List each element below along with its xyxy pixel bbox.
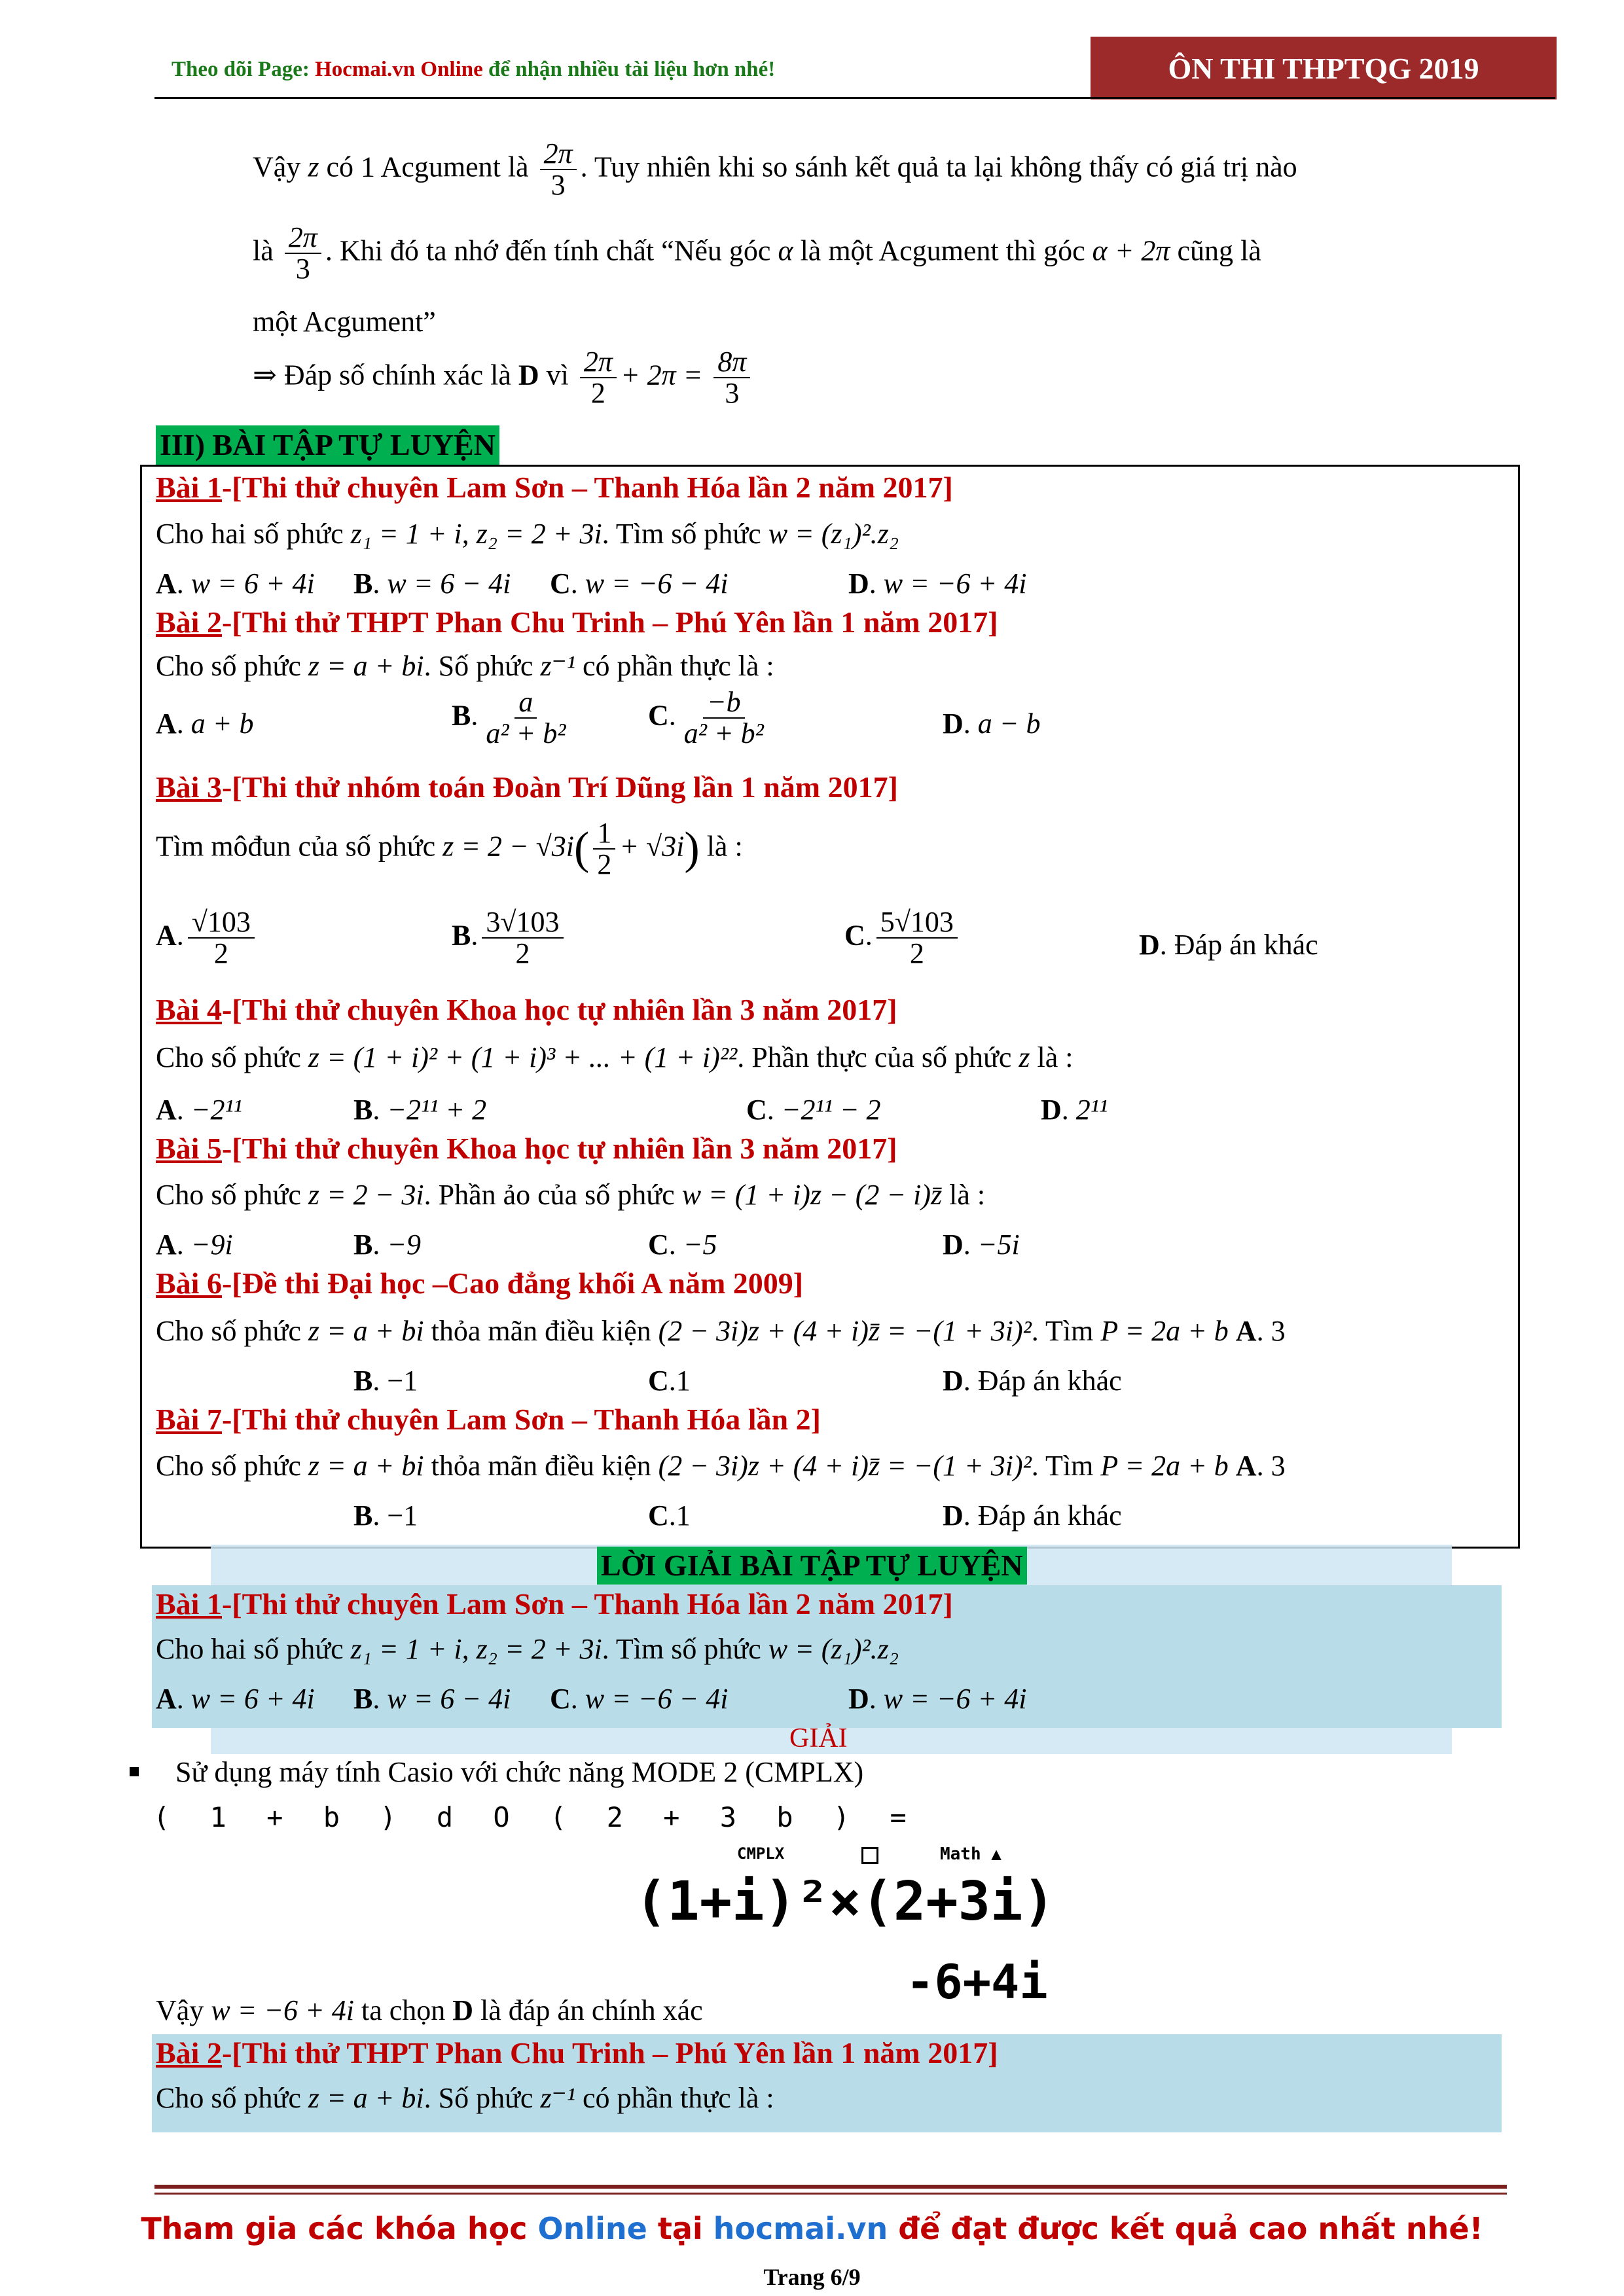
exercise-1-title: Bài 1-[Thi thử chuyên Lam Sơn – Thanh Hóa lần 2 năm 2017] [156, 471, 953, 504]
fraction: $\frac{2\pi}{3}$ [285, 223, 321, 284]
intro-line-3: một Acgument” [253, 306, 436, 338]
exercise-1-option-a: A. w = 6 + 4i [156, 567, 315, 600]
exercise-7-title: Bài 7-[Thi thử chuyên Lam Sơn – Thanh Hóa lần 2] [156, 1403, 821, 1436]
solution-1-option-c: C. w = −6 − 4i [550, 1683, 729, 1715]
exercise-3-option-a: A. $\frac{√103}{2}$ [156, 907, 259, 969]
page-number: Trang 6/9 [763, 2264, 861, 2290]
exercise-5-question: Cho số phức z = 2 − 3i. Phần ảo của số phức w = (1 + i)z − (2 − i)z̄ là : [156, 1179, 986, 1211]
exercise-7-option-d: D. Đáp án khác [943, 1499, 1122, 1532]
exercise-3-question: Tìm môđun của số phức z = 2 − √3i( $\frac{1}{2}$ + √3i) là : [156, 817, 743, 881]
lcd-expression: (1+i)²×(2+3i) [635, 1871, 1055, 1933]
solutions-title: LỜI GIẢI BÀI TẬP TỰ LUYỆN [597, 1547, 1027, 1585]
exercise-3-option-c: C. $\frac{5√103}{2}$ [844, 907, 962, 969]
solution-2-title: Bài 2-[Thi thử THPT Phan Chu Trinh – Phú Yên lần 1 năm 2017] [156, 2036, 998, 2070]
exercise-1-question: Cho hai số phức z₁ = 1 + i, z₂ = 2 + 3i. Tìm số phức w = (z₁)².z₂ [156, 518, 899, 550]
exercise-5-option-c: C. −5 [648, 1229, 717, 1261]
exercise-3-title: Bài 3-[Thi thử nhóm toán Đoàn Trí Dũng lần 1 năm 2017] [156, 770, 898, 804]
solution-heading: GIẢI [789, 1723, 848, 1753]
exercise-1-option-c: C. w = −6 − 4i [550, 567, 729, 600]
exercise-7-option-c: C.1 [648, 1499, 691, 1532]
exercise-4-option-b: B. −2¹¹ + 2 [353, 1094, 487, 1126]
solution-conclusion: Vậy w = −6 + 4i ta chọn D là đáp án chính xác [156, 1994, 703, 2026]
fraction: $\frac{2\pi}{3}$ [540, 139, 577, 200]
fraction: $\frac{2\pi}{2}$ [580, 347, 617, 408]
exercise-5-title: Bài 5-[Thi thử chuyên Khoa học tự nhiên lần 3 năm 2017] [156, 1132, 897, 1165]
lcd-result: -6+4i [906, 1954, 1048, 2009]
exercise-5-option-a: A. −9i [156, 1229, 233, 1261]
fraction: $\frac{8\pi}{3}$ [713, 347, 750, 408]
exercise-4-option-c: C. −2¹¹ − 2 [746, 1094, 881, 1126]
solution-1-question: Cho hai số phức z₁ = 1 + i, z₂ = 2 + 3i. Tìm số phức w = (z₁)².z₂ [156, 1633, 899, 1665]
solution-2-question: Cho số phức z = a + bi. Số phức z⁻¹ có phần thực là : [156, 2082, 774, 2114]
exercise-1-option-b: B. w = 6 − 4i [353, 567, 511, 600]
footer-promo: Tham gia các khóa học Online tại hocmai.vn để đạt được kết quả cao nhất nhé! [141, 2211, 1483, 2246]
exercise-2-option-c: C. $\frac{-b}{\text{a² + b²}}$ [648, 686, 764, 750]
intro-line-2: là $\frac{2\pi}{3}$ . Khi đó ta nhớ đến tính chất “Nếu góc α là một Acgument thì góc α + 2π cũng là [253, 221, 1261, 285]
intro-line-1: Vậy z có 1 Acgument là $\frac{2\pi}{3}$ . Tuy nhiên khi so sánh kết quả ta lại không thấy có giá trị nào [253, 137, 1297, 202]
exercise-2-title: Bài 2-[Thi thử THPT Phan Chu Trinh – Phú Yên lần 1 năm 2017] [156, 605, 998, 639]
exercise-7-question: Cho số phức z = a + bi thỏa mãn điều kiện (2 − 3i)z + (4 + i)z̄ = −(1 + 3i)². Tìm P = 2a + b A. 3 [156, 1450, 1286, 1482]
exercise-4-question: Cho số phức z = (1 + i)² + (1 + i)³ + ... + (1 + i)²². Phần thực của số phức z là : [156, 1041, 1074, 1073]
footer-divider-thin [154, 2193, 1507, 2195]
calculator-keys: ( 1 + b ) d O ( 2 + 3 b ) = [153, 1801, 918, 1833]
exercise-6-option-d: D. Đáp án khác [943, 1365, 1122, 1397]
exercise-2-option-b: B. $\frac{a}{\text{a² + b²}}$ [452, 686, 566, 750]
header-badge: ÔN THI THPTQG 2019 [1091, 37, 1557, 99]
exercise-4-option-a: A. −2¹¹ [156, 1094, 242, 1126]
lcd-status-math: Math ▲ [940, 1844, 1001, 1864]
exercise-3-option-b: B. $\frac{3√103}{2}$ [452, 907, 568, 969]
footer-divider [154, 2185, 1507, 2189]
exercise-4-title: Bài 4-[Thi thử chuyên Khoa học tự nhiên lần 3 năm 2017] [156, 993, 897, 1026]
exercise-2-option-a: A. a + b [156, 708, 254, 740]
solution-1-title: Bài 1-[Thi thử chuyên Lam Sơn – Thanh Hóa lần 2 năm 2017] [156, 1587, 953, 1621]
exercise-7-option-b: B. −1 [353, 1499, 418, 1532]
exercise-6-question: Cho số phức z = a + bi thỏa mãn điều kiện (2 − 3i)z + (4 + i)z̄ = −(1 + 3i)². Tìm P = 2a + b A. 3 [156, 1315, 1286, 1347]
solution-1-option-a: A. w = 6 + 4i [156, 1683, 315, 1715]
exercise-6-option-b: B. −1 [353, 1365, 418, 1397]
exercise-6-option-c: C.1 [648, 1365, 691, 1397]
intro-line-4: ⇒ Đáp số chính xác là D vì $\frac{2\pi}{2}$ + 2π = $\frac{8\pi}{3}$ [253, 347, 754, 408]
exercise-4-option-d: D. 2¹¹ [1041, 1094, 1108, 1126]
solution-1-option-d: D. w = −6 + 4i [848, 1683, 1027, 1715]
header-link[interactable]: Hocmai.vn Online [315, 58, 483, 81]
header-tagline: Theo dõi Page: Hocmai.vn Online để nhận nhiều tài liệu hơn nhé! [171, 58, 776, 81]
section-title: III) BÀI TẬP TỰ LUYỆN [156, 425, 499, 465]
exercise-5-option-b: B. −9 [353, 1229, 422, 1261]
lcd-status-cmplx: CMPLX [737, 1844, 785, 1863]
exercise-2-option-d: D. a − b [943, 708, 1041, 740]
exercise-5-option-d: D. −5i [943, 1229, 1020, 1261]
exercise-6-title: Bài 6-[Đề thi Đại học –Cao đẳng khối A năm 2009] [156, 1266, 804, 1300]
lcd-indicator-icon [861, 1847, 878, 1864]
header-divider [154, 97, 1555, 99]
exercise-3-option-d: D. Đáp án khác [1139, 929, 1318, 961]
footer-link[interactable]: hocmai.vn [713, 2211, 888, 2246]
exercise-1-option-d: D. w = −6 + 4i [848, 567, 1027, 600]
solution-1-option-b: B. w = 6 − 4i [353, 1683, 511, 1715]
solution-step: Sử dụng máy tính Casio với chức năng MODE 2 (CMPLX) [175, 1756, 864, 1788]
bullet-icon [130, 1767, 139, 1776]
exercise-2-question: Cho số phức z = a + bi. Số phức z⁻¹ có phần thực là : [156, 650, 774, 682]
